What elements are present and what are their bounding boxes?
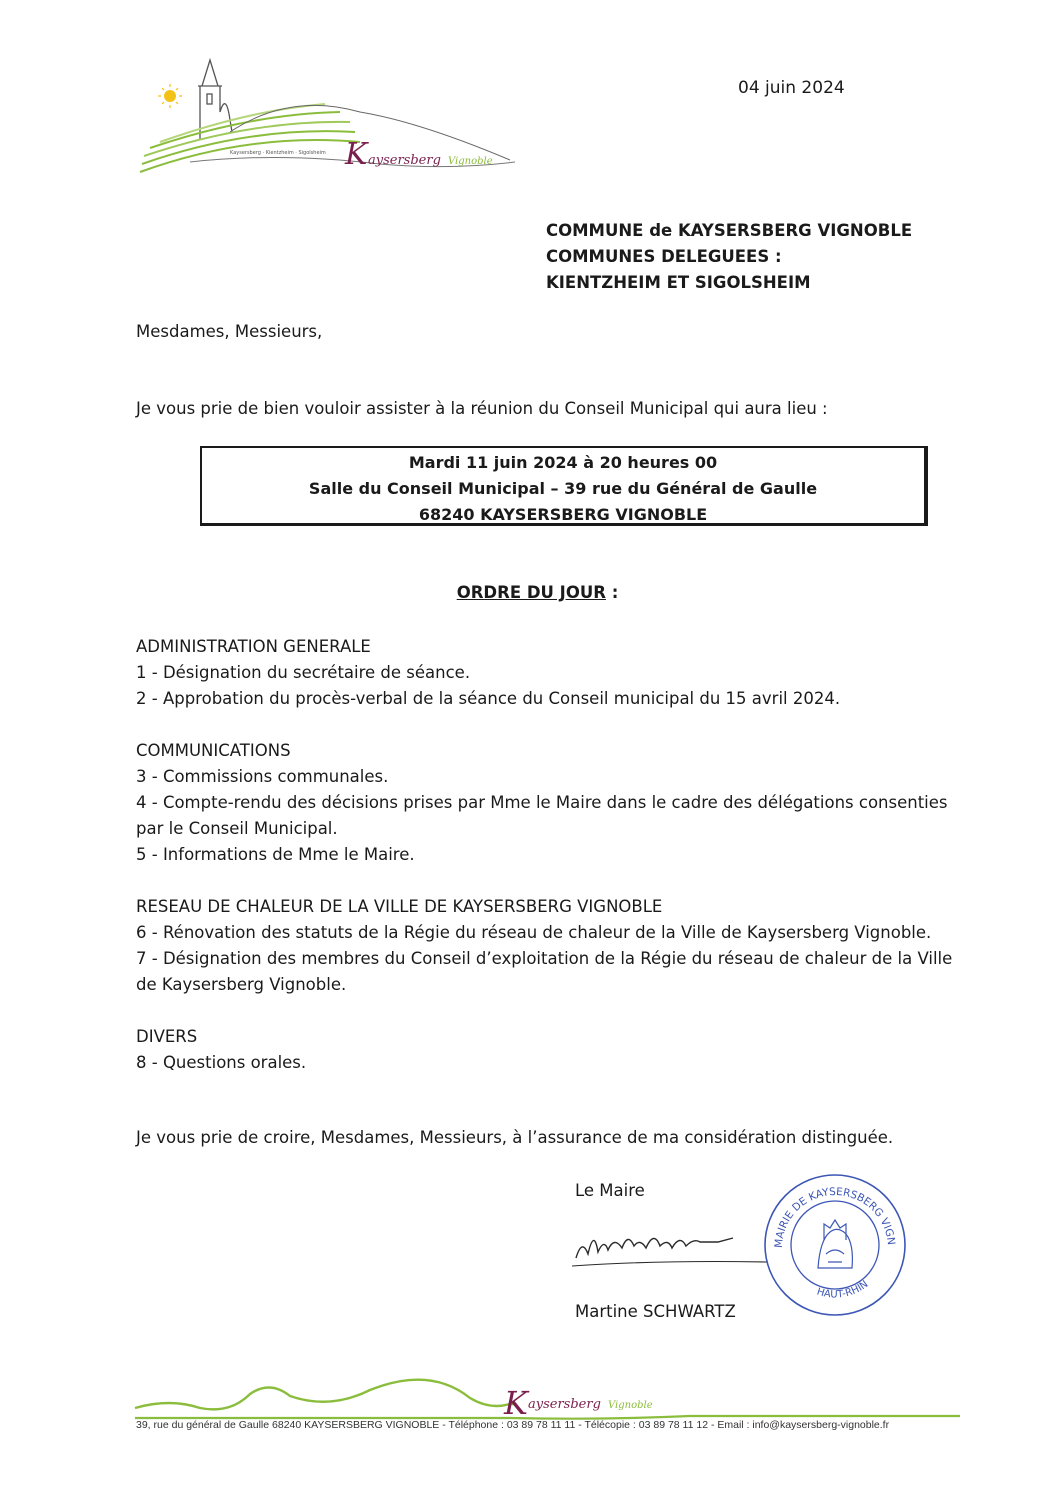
agenda-item: 4 - Compte-rendu des décisions prises par Mme le Maire dans le cadre des délégations consenties par le Conseil Municipal. bbox=[136, 793, 948, 838]
section-title: ADMINISTRATION GENERALE bbox=[136, 637, 371, 656]
header-line-3: KIENTZHEIM ET SIGOLSHEIM bbox=[546, 273, 811, 292]
meeting-datetime: Mardi 11 juin 2024 à 20 heures 00 bbox=[408, 453, 718, 472]
agenda-list bbox=[136, 634, 956, 1102]
header-line-2: COMMUNES DELEGUEES : bbox=[546, 247, 782, 266]
meeting-details-box bbox=[200, 446, 928, 526]
header-line-1: COMMUNE de KAYSERSBERG VIGNOBLE bbox=[546, 221, 913, 240]
sun-icon bbox=[158, 84, 182, 108]
letter-date: 04 juin 2024 bbox=[738, 78, 845, 98]
meeting-place: Salle du Conseil Municipal – 39 rue du Général de Gaulle bbox=[308, 479, 818, 498]
agenda-item: 5 - Informations de Mme le Maire. bbox=[136, 845, 415, 864]
agenda-title-text: ORDRE DU JOUR bbox=[456, 583, 606, 602]
agenda-item: 1 - Désignation du secrétaire de séance. bbox=[136, 663, 471, 682]
logo-brand-name: aysersberg bbox=[368, 153, 441, 168]
stamp-top-text: MAIRIE DE KAYSERSBERG VIGN bbox=[772, 1185, 898, 1249]
agenda-title-colon: : bbox=[605, 583, 619, 602]
meeting-city: 68240 KAYSERSBERG VIGNOBLE bbox=[418, 505, 708, 524]
intro-paragraph: Je vous prie de bien vouloir assister à la réunion du Conseil Municipal qui aura lieu : bbox=[136, 399, 828, 418]
section-title: COMMUNICATIONS bbox=[136, 741, 291, 760]
agenda-item: 7 - Désignation des membres du Conseil d’exploitation de la Régie du réseau de chaleur de la Ville de Kaysersberg Vignoble. bbox=[136, 949, 953, 994]
agenda-section-communications bbox=[136, 738, 956, 868]
top-logo bbox=[130, 52, 520, 192]
footer-brand-name: aysersberg bbox=[528, 1397, 601, 1412]
agenda-section-administration bbox=[136, 634, 956, 712]
svg-text:MAIRIE DE KAYSERSBERG VIGNOBLE bbox=[760, 1170, 897, 1248]
footer-brand-suffix: Vignoble bbox=[608, 1400, 653, 1411]
official-stamp bbox=[760, 1170, 910, 1320]
agenda-item: 6 - Rénovation des statuts de la Régie du réseau de chaleur de la Ville de Kaysersberg Vignoble. bbox=[136, 923, 932, 942]
agenda-section-divers bbox=[136, 1024, 956, 1076]
agenda-title bbox=[0, 583, 1058, 602]
section-title: RESEAU DE CHALEUR DE LA VILLE DE KAYSERSBERG VIGNOBLE bbox=[136, 897, 663, 916]
footer-k-letter: K bbox=[504, 1384, 528, 1422]
logo-villages-text: Kaysersberg · Kientzheim · Sigolsheim bbox=[230, 150, 326, 156]
agenda-item: 3 - Commissions communales. bbox=[136, 767, 389, 786]
agenda-item: 8 - Questions orales. bbox=[136, 1053, 307, 1072]
recipient-header bbox=[546, 218, 912, 296]
svg-text:HAUT-RHIN bbox=[815, 1279, 870, 1301]
greeting: Mesdames, Messieurs, bbox=[136, 322, 323, 341]
logo-graphic bbox=[130, 52, 520, 192]
agenda-section-reseau-chaleur bbox=[136, 894, 956, 998]
footer-address: 39, rue du général de Gaulle 68240 KAYSERSBERG VIGNOBLE - Téléphone : 03 89 78 11 11 - Télécopie : 03 89 78 11 12 - Email : info@kaysersberg-vignoble.fr bbox=[136, 1419, 890, 1431]
signatory-title: Le Maire bbox=[575, 1181, 645, 1200]
logo-brand-suffix: Vignoble bbox=[448, 156, 493, 167]
handwritten-signature bbox=[568, 1208, 778, 1278]
agenda-item: 2 - Approbation du procès-verbal de la séance du Conseil municipal du 15 avril 2024. bbox=[136, 689, 841, 708]
stamp-bottom-text: HAUT-RHIN bbox=[815, 1278, 871, 1301]
closing-formula: Je vous prie de croire, Mesdames, Messieurs, à l’assurance de ma considération distinguée. bbox=[136, 1128, 894, 1147]
logo-k-letter: K bbox=[345, 137, 368, 172]
section-title: DIVERS bbox=[136, 1027, 198, 1046]
signatory-name: Martine SCHWARTZ bbox=[575, 1302, 736, 1321]
coat-of-arms-icon bbox=[818, 1220, 852, 1268]
